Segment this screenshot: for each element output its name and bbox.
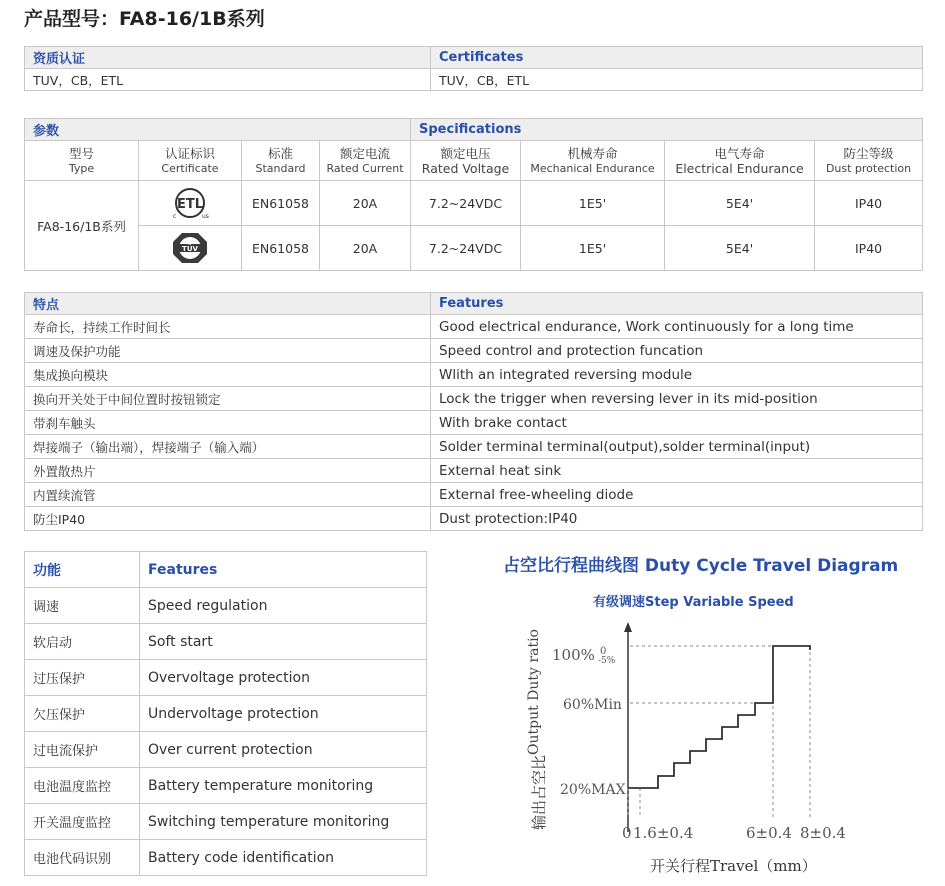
- dust-cell: IP40: [815, 226, 923, 271]
- feature-en: External heat sink: [431, 459, 923, 483]
- table-row: [25, 768, 427, 804]
- voltage-cell: 7.2~24VDC: [411, 226, 521, 271]
- function-zh: 过电流保护: [25, 732, 140, 768]
- table-row: [25, 387, 923, 411]
- table-row: [25, 459, 923, 483]
- col-dust: 防尘等级 Dust protection: [815, 141, 923, 181]
- mech-cell: 1E5': [521, 226, 665, 271]
- feature-zh: 换向开关处于中间位置时按钮锁定: [25, 387, 431, 411]
- feature-zh: 寿命长，持续工作时间长: [25, 315, 431, 339]
- elec-cell: 5E4': [665, 181, 815, 226]
- etl-logo-c: c: [173, 213, 177, 220]
- function-en: Speed regulation: [140, 588, 427, 624]
- table-row: [25, 840, 427, 876]
- table-row: [25, 226, 923, 271]
- feature-zh: 调速及保护功能: [25, 339, 431, 363]
- feature-zh: 集成换向模块: [25, 363, 431, 387]
- function-zh: 软启动: [25, 624, 140, 660]
- function-zh: 电池温度监控: [25, 768, 140, 804]
- table-row: [25, 507, 923, 531]
- function-en: Undervoltage protection: [140, 696, 427, 732]
- feature-zh: 外置散热片: [25, 459, 431, 483]
- function-en: Battery code identification: [140, 840, 427, 876]
- table-row: [25, 624, 427, 660]
- page-title: 产品型号：FA8-16/1B系列: [24, 8, 265, 30]
- voltage-cell: 7.2~24VDC: [411, 181, 521, 226]
- feature-zh: 防尘IP40: [25, 507, 431, 531]
- x-label-3: 8±0.4: [800, 824, 846, 842]
- tuv-logo-text: TÜV: [182, 245, 198, 253]
- x-label-0: 0: [622, 824, 632, 842]
- specs-zh-header: 参数: [25, 119, 411, 141]
- table-row: [25, 696, 427, 732]
- table-row: [25, 339, 923, 363]
- specifications-table: [24, 118, 923, 271]
- feature-en: Lock the trigger when reversing lever in its mid-position: [431, 387, 923, 411]
- y-label-100: 100%: [552, 646, 595, 664]
- x-label-2: 6±0.4: [746, 824, 792, 842]
- specs-en-header: Specifications: [411, 119, 923, 141]
- function-en: Switching temperature monitoring: [140, 804, 427, 840]
- standard-cell: EN61058: [242, 181, 320, 226]
- y-axis-title-en: Output Duty ratio: [526, 629, 542, 755]
- col-type: 型号 Type: [25, 141, 139, 181]
- tuv-logo-cell: [139, 226, 242, 271]
- y-label-100-tol-bot: -5%: [598, 656, 616, 666]
- table-row: [25, 435, 923, 459]
- function-en: Battery temperature monitoring: [140, 768, 427, 804]
- tuv-logo-icon: [170, 230, 210, 266]
- dust-cell: IP40: [815, 181, 923, 226]
- feature-zh: 带刹车触头: [25, 411, 431, 435]
- etl-logo-icon: [168, 185, 212, 221]
- feature-zh: 焊接端子（输出端），焊接端子（输入端）: [25, 435, 431, 459]
- table-row: [25, 732, 427, 768]
- col-mech: 机械寿命 Mechanical Endurance: [521, 141, 665, 181]
- table-row: [25, 483, 923, 507]
- y-axis-arrow-icon: [624, 622, 632, 632]
- functions-en-header: Features: [140, 552, 427, 588]
- col-voltage: 额定电压 Rated Voltage: [411, 141, 521, 181]
- features-table: [24, 292, 923, 531]
- certs-en-header: Certificates: [431, 47, 923, 69]
- y-axis-title-zh: 输出占空比: [530, 754, 548, 830]
- feature-en: With brake contact: [431, 411, 923, 435]
- step-curve: [628, 646, 810, 788]
- current-cell: 20A: [320, 226, 411, 271]
- etl-logo-text: ETL: [176, 197, 204, 212]
- elec-cell: 5E4': [665, 226, 815, 271]
- table-row: [25, 315, 923, 339]
- col-certificate: 认证标识 Certificate: [139, 141, 242, 181]
- y-label-60: 60%Min: [563, 697, 622, 713]
- feature-en: Dust protection:IP40: [431, 507, 923, 531]
- table-row: [25, 804, 427, 840]
- feature-zh: 内置续流管: [25, 483, 431, 507]
- x-axis-title: 开关行程Travel（mm）: [650, 857, 817, 875]
- table-row: [25, 588, 427, 624]
- function-zh: 开关温度监控: [25, 804, 140, 840]
- feature-en: External free-wheeling diode: [431, 483, 923, 507]
- function-zh: 过压保护: [25, 660, 140, 696]
- col-current: 额定电流 Rated Current: [320, 141, 411, 181]
- standard-cell: EN61058: [242, 226, 320, 271]
- table-row: [25, 660, 427, 696]
- diagram-subtitle: 有级调速Step Variable Speed: [593, 595, 794, 610]
- features-en-header: Features: [431, 293, 923, 315]
- diagram-title: 占空比行程曲线图 Duty Cycle Travel Diagram: [503, 556, 899, 576]
- features-zh-header: 特点: [25, 293, 431, 315]
- function-en: Soft start: [140, 624, 427, 660]
- y-label-100-tol-top: 0: [600, 646, 607, 657]
- functions-table: [24, 551, 427, 876]
- function-zh: 调速: [25, 588, 140, 624]
- table-row: [25, 411, 923, 435]
- model-cell: FA8-16/1B系列: [25, 181, 139, 271]
- mech-cell: 1E5': [521, 181, 665, 226]
- functions-zh-header: 功能: [25, 552, 140, 588]
- specs-column-headers: [25, 141, 923, 181]
- col-standard: 标准 Standard: [242, 141, 320, 181]
- table-row: [25, 363, 923, 387]
- current-cell: 20A: [320, 181, 411, 226]
- feature-en: Speed control and protection funcation: [431, 339, 923, 363]
- feature-en: Solder terminal terminal(output),solder terminal(input): [431, 435, 923, 459]
- feature-en: Good electrical endurance, Work continuously for a long time: [431, 315, 923, 339]
- function-zh: 欠压保护: [25, 696, 140, 732]
- function-en: Overvoltage protection: [140, 660, 427, 696]
- table-row: [25, 181, 923, 226]
- function-zh: 电池代码识别: [25, 840, 140, 876]
- y-label-20: 20%MAX: [560, 782, 626, 798]
- col-elec: 电气寿命 Electrical Endurance: [665, 141, 815, 181]
- certs-zh-header: 资质认证: [25, 47, 431, 69]
- function-en: Over current protection: [140, 732, 427, 768]
- etl-logo-us: us: [202, 213, 209, 220]
- etl-logo-cell: [139, 181, 242, 226]
- feature-en: Wlith an integrated reversing module: [431, 363, 923, 387]
- x-label-1: 1.6±0.4: [633, 824, 694, 842]
- certs-en-value: TUV，CB，ETL: [431, 69, 923, 91]
- certificates-table: [24, 46, 923, 91]
- certs-zh-value: TUV，CB，ETL: [25, 69, 431, 91]
